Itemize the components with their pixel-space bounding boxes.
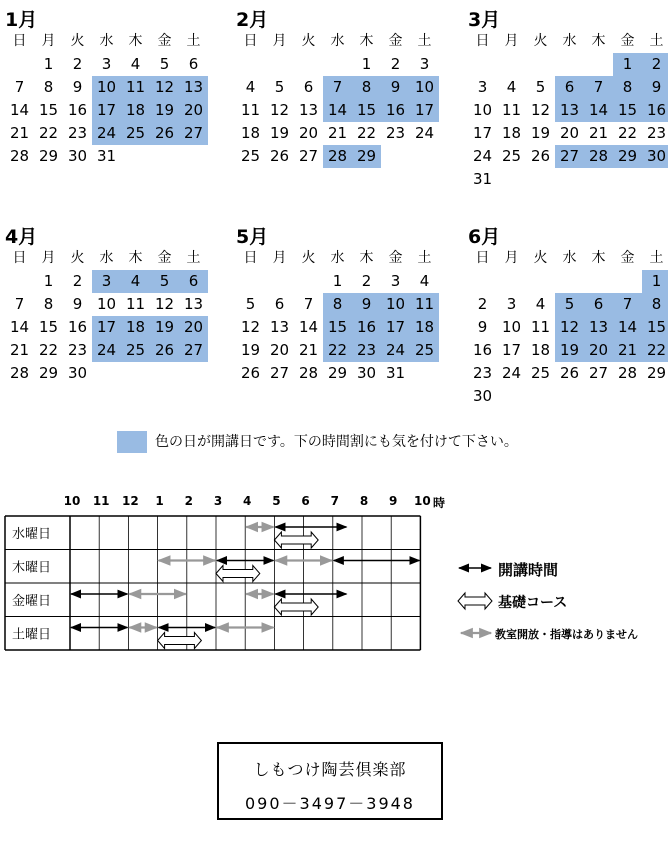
calendar-day-class: 29 bbox=[352, 145, 381, 168]
calendar-day: 29 bbox=[646, 364, 667, 382]
key-lesson-label: 開講時間 bbox=[498, 561, 559, 579]
hour-label: 5 bbox=[272, 494, 281, 508]
calendar-day-class: 11 bbox=[121, 76, 150, 99]
calendar-day-class: 16 bbox=[352, 316, 381, 339]
calendar-day: 29 bbox=[38, 147, 59, 165]
month-title: 6月 bbox=[468, 226, 501, 248]
calendar-day-class: 21 bbox=[613, 339, 642, 362]
calendar-day: 12 bbox=[240, 318, 261, 336]
calendar-day: 21 bbox=[327, 124, 348, 142]
calendar-day-class: 22 bbox=[323, 339, 352, 362]
calendar-day: 16 bbox=[472, 341, 493, 359]
day-label: 金曜日 bbox=[12, 593, 52, 609]
calendar-day: 15 bbox=[38, 101, 59, 119]
calendar-day: 28 bbox=[9, 147, 30, 165]
calendar-day: 24 bbox=[414, 124, 435, 142]
calendar-day-class: 1 bbox=[642, 270, 668, 293]
calendar-day: 2 bbox=[72, 55, 83, 73]
phone-number: 090－3497－3948 bbox=[245, 794, 415, 813]
calendar-day: 22 bbox=[38, 124, 59, 142]
weekday-header: 月 bbox=[272, 33, 287, 49]
hour-label: 10 bbox=[414, 494, 431, 508]
calendar-day: 18 bbox=[501, 124, 522, 142]
calendar-day: 30 bbox=[67, 147, 88, 165]
calendar-day: 26 bbox=[559, 364, 580, 382]
calendar-day: 20 bbox=[269, 341, 290, 359]
calendar-day-class: 25 bbox=[410, 339, 439, 362]
calendar-day-class: 12 bbox=[150, 76, 179, 99]
calendar-day-class: 15 bbox=[642, 316, 668, 339]
calendar-day: 11 bbox=[125, 295, 146, 313]
calendar-day-class: 18 bbox=[121, 99, 150, 122]
calendar-day-class: 9 bbox=[352, 293, 381, 316]
weekday-header: 水 bbox=[562, 33, 577, 49]
calendar-day: 17 bbox=[472, 124, 493, 142]
calendar-day-class: 13 bbox=[555, 99, 584, 122]
calendar-day: 16 bbox=[67, 101, 88, 119]
calendar-day: 26 bbox=[530, 147, 551, 165]
month-title: 1月 bbox=[5, 9, 38, 31]
calendar-day: 11 bbox=[501, 101, 522, 119]
weekday-header: 木 bbox=[128, 33, 143, 49]
calendar-day: 3 bbox=[477, 78, 488, 96]
hour-label: 1 bbox=[155, 494, 164, 508]
calendar-day: 8 bbox=[43, 78, 54, 96]
weekday-header: 木 bbox=[359, 33, 374, 49]
calendar-day: 31 bbox=[385, 364, 406, 382]
weekday-header: 水 bbox=[330, 33, 345, 49]
hour-label: 8 bbox=[359, 494, 369, 508]
hour-label: 3 bbox=[213, 494, 223, 508]
calendar-day: 30 bbox=[67, 364, 88, 382]
weekday-header: 月 bbox=[272, 250, 287, 266]
calendar-day: 27 bbox=[588, 364, 609, 382]
calendar-day: 3 bbox=[101, 55, 112, 73]
weekday-header: 日 bbox=[475, 33, 490, 49]
calendar-day-class: 19 bbox=[150, 316, 179, 339]
contact-box bbox=[217, 742, 443, 820]
key-basic-label: 基礎コース bbox=[498, 595, 568, 611]
calendar-day-class: 17 bbox=[92, 99, 121, 122]
calendar-day-class: 9 bbox=[381, 76, 410, 99]
calendar-day: 13 bbox=[183, 295, 204, 313]
calendar-day-class: 8 bbox=[323, 293, 352, 316]
calendar-day: 7 bbox=[14, 78, 25, 96]
calendar-day: 5 bbox=[535, 78, 546, 96]
calendar-day-class: 7 bbox=[613, 293, 642, 316]
weekday-header: 木 bbox=[128, 250, 143, 266]
calendar-day-class: 19 bbox=[150, 99, 179, 122]
calendar-day-class: 3 bbox=[92, 270, 121, 293]
calendar-day: 23 bbox=[385, 124, 406, 142]
weekday-header: 土 bbox=[649, 33, 664, 49]
weekday-header: 火 bbox=[301, 33, 316, 49]
hour-suffix: 時 bbox=[433, 496, 446, 510]
calendar-day-class: 27 bbox=[179, 122, 208, 145]
calendar-day: 10 bbox=[472, 101, 493, 119]
calendar-day: 25 bbox=[240, 147, 261, 165]
calendar-day: 18 bbox=[530, 341, 551, 359]
calendar-day-class: 20 bbox=[179, 316, 208, 339]
calendar-day-class: 9 bbox=[642, 76, 668, 99]
calendar-day: 15 bbox=[38, 318, 59, 336]
calendar-day: 9 bbox=[72, 295, 83, 313]
calendar-day-class: 25 bbox=[121, 122, 150, 145]
weekday-header: 月 bbox=[41, 250, 56, 266]
calendar-day: 9 bbox=[477, 318, 488, 336]
month-title: 3月 bbox=[468, 9, 501, 31]
calendar-day: 4 bbox=[506, 78, 517, 96]
calendar-day: 2 bbox=[477, 295, 488, 313]
calendar-day: 22 bbox=[356, 124, 377, 142]
calendar-day: 14 bbox=[9, 318, 30, 336]
weekday-header: 木 bbox=[359, 250, 374, 266]
key-open-label: 教室開放・指導はありません bbox=[495, 628, 638, 641]
weekday-header: 火 bbox=[301, 250, 316, 266]
weekday-header: 木 bbox=[591, 33, 606, 49]
calendar-day-class: 18 bbox=[410, 316, 439, 339]
weekday-header: 火 bbox=[533, 33, 548, 49]
calendar-day-class: 16 bbox=[381, 99, 410, 122]
weekday-header: 月 bbox=[41, 33, 56, 49]
calendar-day-class: 10 bbox=[381, 293, 410, 316]
weekday-header: 金 bbox=[620, 33, 635, 49]
calendar-day: 9 bbox=[72, 78, 83, 96]
calendar-day: 1 bbox=[43, 55, 54, 73]
day-label: 水曜日 bbox=[12, 526, 52, 542]
calendar-day-class: 24 bbox=[92, 339, 121, 362]
calendar-day: 27 bbox=[269, 364, 290, 382]
calendar-day-class: 14 bbox=[613, 316, 642, 339]
calendar-day: 24 bbox=[501, 364, 522, 382]
calendar-day-class: 22 bbox=[642, 339, 668, 362]
hour-label: 6 bbox=[301, 494, 310, 508]
calendar-day-class: 20 bbox=[584, 339, 613, 362]
calendar-day-class: 20 bbox=[179, 99, 208, 122]
calendar-day: 7 bbox=[14, 295, 25, 313]
calendar-day: 13 bbox=[298, 101, 319, 119]
weekday-header: 月 bbox=[504, 250, 519, 266]
calendar-day-class: 6 bbox=[179, 270, 208, 293]
calendar-day: 21 bbox=[298, 341, 319, 359]
calendar-day-class: 12 bbox=[555, 316, 584, 339]
calendar-day-class: 6 bbox=[584, 293, 613, 316]
calendar-day: 10 bbox=[501, 318, 522, 336]
calendar-day: 5 bbox=[159, 55, 170, 73]
calendar-day: 23 bbox=[472, 364, 493, 382]
weekday-header: 水 bbox=[99, 33, 114, 49]
calendar-day-class: 8 bbox=[352, 76, 381, 99]
calendar-day-class: 29 bbox=[613, 145, 642, 168]
weekday-header: 日 bbox=[12, 33, 27, 49]
calendar-day-class: 17 bbox=[381, 316, 410, 339]
calendar-day: 12 bbox=[269, 101, 290, 119]
calendar-day: 21 bbox=[588, 124, 609, 142]
calendar-day: 14 bbox=[298, 318, 319, 336]
hour-label: 10 bbox=[63, 494, 81, 508]
calendar-day: 3 bbox=[506, 295, 517, 313]
month-title: 5月 bbox=[236, 226, 269, 248]
calendar-day-class: 13 bbox=[179, 76, 208, 99]
calendar-day: 13 bbox=[269, 318, 290, 336]
calendar-day-class: 23 bbox=[352, 339, 381, 362]
calendar-day-class: 28 bbox=[584, 145, 613, 168]
calendar-day: 31 bbox=[472, 170, 493, 188]
calendar-day: 5 bbox=[245, 295, 256, 313]
calendar-day: 28 bbox=[9, 364, 30, 382]
calendar-day: 19 bbox=[530, 124, 551, 142]
calendar-day: 1 bbox=[361, 55, 372, 73]
calendar-day-class: 28 bbox=[323, 145, 352, 168]
calendar-day: 1 bbox=[332, 272, 343, 290]
weekday-header: 水 bbox=[330, 250, 345, 266]
calendar-day: 28 bbox=[298, 364, 319, 382]
weekday-header: 土 bbox=[417, 250, 432, 266]
calendar-day-class: 8 bbox=[613, 76, 642, 99]
calendar-day: 5 bbox=[274, 78, 285, 96]
hour-label: 2 bbox=[184, 494, 193, 508]
calendar-day-class: 10 bbox=[92, 76, 121, 99]
calendar-day: 20 bbox=[559, 124, 580, 142]
calendar-day-class: 7 bbox=[323, 76, 352, 99]
calendar-day-class: 27 bbox=[179, 339, 208, 362]
calendar-day: 1 bbox=[43, 272, 54, 290]
calendar-day: 17 bbox=[501, 341, 522, 359]
calendar-day-class: 18 bbox=[121, 316, 150, 339]
calendar-day: 25 bbox=[501, 147, 522, 165]
calendar-day-class: 15 bbox=[352, 99, 381, 122]
calendar-day: 12 bbox=[154, 295, 175, 313]
calendar-day: 6 bbox=[188, 55, 199, 73]
calendar-day: 25 bbox=[530, 364, 551, 382]
weekday-header: 日 bbox=[243, 250, 258, 266]
calendar-day: 16 bbox=[67, 318, 88, 336]
calendar-day: 28 bbox=[617, 364, 638, 382]
calendar-day: 21 bbox=[9, 341, 30, 359]
calendar-day: 22 bbox=[617, 124, 638, 142]
calendar-day-class: 8 bbox=[642, 293, 668, 316]
basic-course-arrow bbox=[274, 532, 318, 548]
calendar-day-class: 11 bbox=[410, 293, 439, 316]
calendar-day: 4 bbox=[130, 55, 141, 73]
calendar-day-class: 14 bbox=[323, 99, 352, 122]
calendar-day-class: 15 bbox=[323, 316, 352, 339]
calendar-day: 18 bbox=[240, 124, 261, 142]
calendar-day: 31 bbox=[96, 147, 117, 165]
calendar-day-class: 14 bbox=[584, 99, 613, 122]
calendar-day: 23 bbox=[67, 341, 88, 359]
month-title: 4月 bbox=[5, 226, 38, 248]
calendar-day: 2 bbox=[390, 55, 401, 73]
weekday-header: 土 bbox=[649, 250, 664, 266]
weekday-header: 火 bbox=[533, 250, 548, 266]
day-label: 木曜日 bbox=[12, 560, 52, 576]
calendar-day-class: 26 bbox=[150, 339, 179, 362]
weekday-header: 日 bbox=[243, 33, 258, 49]
weekday-header: 水 bbox=[562, 250, 577, 266]
basic-course-arrow bbox=[158, 633, 202, 649]
calendar-day: 19 bbox=[240, 341, 261, 359]
calendar-day-class: 25 bbox=[121, 339, 150, 362]
weekday-header: 金 bbox=[157, 250, 172, 266]
calendar-day-class: 6 bbox=[555, 76, 584, 99]
calendar-day: 2 bbox=[72, 272, 83, 290]
hour-label: 11 bbox=[92, 494, 110, 508]
calendar-day: 27 bbox=[298, 147, 319, 165]
calendar-day-class: 10 bbox=[410, 76, 439, 99]
calendar-day-class: 16 bbox=[642, 99, 668, 122]
calendar-day: 21 bbox=[9, 124, 30, 142]
calendar-day: 23 bbox=[67, 124, 88, 142]
calendar-day-class: 2 bbox=[642, 53, 668, 76]
weekday-header: 火 bbox=[70, 250, 85, 266]
calendar-day: 7 bbox=[303, 295, 314, 313]
calendar-day: 11 bbox=[530, 318, 551, 336]
basic-course-arrow bbox=[274, 599, 318, 615]
calendar-day: 14 bbox=[9, 101, 30, 119]
basic-course-arrow bbox=[216, 566, 260, 582]
calendar-day-class: 5 bbox=[555, 293, 584, 316]
calendar-day-class: 15 bbox=[613, 99, 642, 122]
key-basic-arrow bbox=[458, 593, 492, 609]
hour-label: 7 bbox=[330, 494, 339, 508]
legend-text: 色の日が開講日です。下の時間割にも気を付けて下さい。 bbox=[155, 434, 518, 450]
calendar-day-class: 13 bbox=[584, 316, 613, 339]
calendar-day: 3 bbox=[390, 272, 401, 290]
calendar-day: 20 bbox=[298, 124, 319, 142]
calendar-day: 22 bbox=[38, 341, 59, 359]
calendar-day-class: 7 bbox=[584, 76, 613, 99]
hour-label: 12 bbox=[122, 494, 139, 508]
weekday-header: 木 bbox=[591, 250, 606, 266]
month-title: 2月 bbox=[236, 9, 269, 31]
calendar-day-class: 24 bbox=[381, 339, 410, 362]
calendar-day: 26 bbox=[269, 147, 290, 165]
calendar-day: 10 bbox=[96, 295, 117, 313]
calendar-day-class: 17 bbox=[410, 99, 439, 122]
calendar-day: 2 bbox=[361, 272, 372, 290]
calendar-day: 23 bbox=[646, 124, 667, 142]
calendar-day: 30 bbox=[472, 387, 493, 405]
calendar-day-class: 24 bbox=[92, 122, 121, 145]
calendar-day-class: 4 bbox=[121, 270, 150, 293]
weekday-header: 金 bbox=[388, 250, 403, 266]
calendar-day: 4 bbox=[245, 78, 256, 96]
weekday-header: 金 bbox=[157, 33, 172, 49]
day-label: 土曜日 bbox=[12, 627, 52, 643]
weekday-header: 土 bbox=[186, 250, 201, 266]
calendar-day-class: 26 bbox=[150, 122, 179, 145]
weekday-header: 金 bbox=[388, 33, 403, 49]
calendar-day: 3 bbox=[419, 55, 430, 73]
calendar-day: 6 bbox=[303, 78, 314, 96]
weekday-header: 土 bbox=[417, 33, 432, 49]
weekday-header: 月 bbox=[504, 33, 519, 49]
calendar-day: 4 bbox=[535, 295, 546, 313]
calendar-day: 24 bbox=[472, 147, 493, 165]
calendar-day: 19 bbox=[269, 124, 290, 142]
calendar-day: 4 bbox=[419, 272, 430, 290]
calendar-day: 29 bbox=[38, 364, 59, 382]
weekday-header: 水 bbox=[99, 250, 114, 266]
hour-label: 9 bbox=[389, 494, 398, 508]
calendar-day: 6 bbox=[274, 295, 285, 313]
weekday-header: 火 bbox=[70, 33, 85, 49]
calendar-day: 30 bbox=[356, 364, 377, 382]
calendar-day-class: 19 bbox=[555, 339, 584, 362]
calendar-day: 12 bbox=[530, 101, 551, 119]
weekday-header: 土 bbox=[186, 33, 201, 49]
calendar-day-class: 1 bbox=[613, 53, 642, 76]
calendar-day-class: 5 bbox=[150, 270, 179, 293]
weekday-header: 日 bbox=[475, 250, 490, 266]
club-name: しもつけ陶芸倶楽部 bbox=[253, 760, 407, 779]
calendar-day: 11 bbox=[240, 101, 261, 119]
calendar-day: 8 bbox=[43, 295, 54, 313]
calendar-day-class: 27 bbox=[555, 145, 584, 168]
weekday-header: 金 bbox=[620, 250, 635, 266]
calendar-day: 29 bbox=[327, 364, 348, 382]
weekday-header: 日 bbox=[12, 250, 27, 266]
calendar-day-class: 17 bbox=[92, 316, 121, 339]
calendar-day-class: 30 bbox=[642, 145, 668, 168]
hour-label: 4 bbox=[243, 494, 252, 508]
calendar-day: 26 bbox=[240, 364, 261, 382]
